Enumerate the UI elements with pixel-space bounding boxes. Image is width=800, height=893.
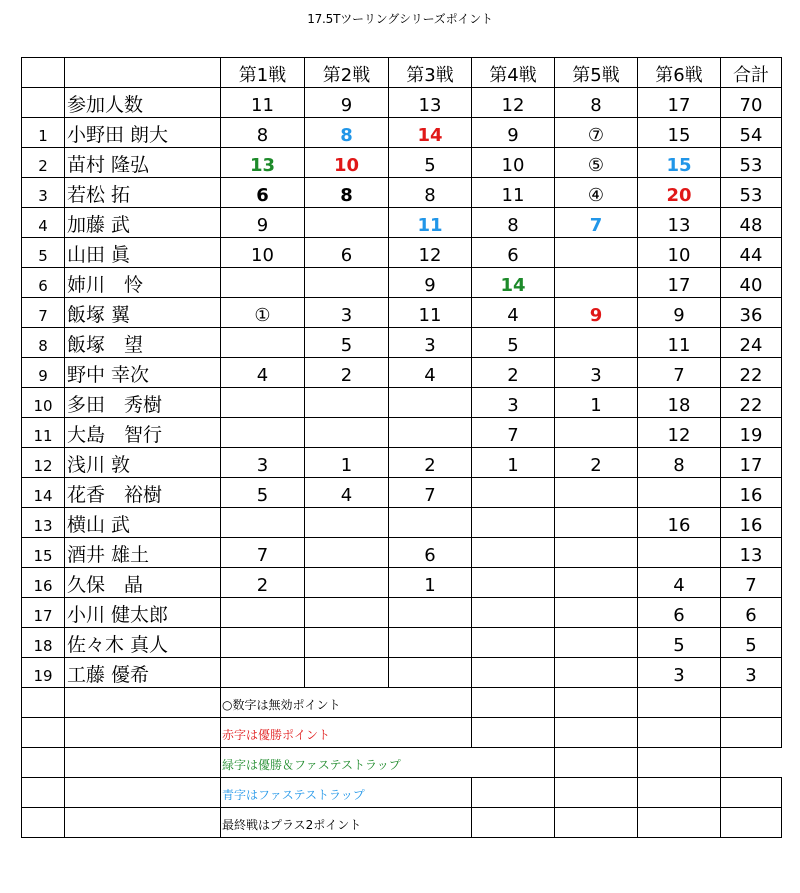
round-3-cell: 9 [389,268,472,298]
rank-cell: 13 [22,508,65,538]
round-1-cell [221,658,305,688]
round-2-cell [305,418,389,448]
table-row [22,628,782,658]
round-3-cell: 3 [389,328,472,358]
round-5-cell [555,418,638,448]
total-cell: 53 [721,178,782,208]
round-2-cell [305,568,389,598]
note-blank-cell [389,688,472,718]
round-5-cell: 9 [555,298,638,328]
round-1-cell: 9 [221,208,305,238]
total-cell: 13 [721,538,782,568]
name-cell: 加藤 武 [65,208,221,238]
round-1-cell: 13 [221,148,305,178]
name-cell: 佐々木 真人 [65,628,221,658]
rank-cell: 2 [22,148,65,178]
round-2-cell: 5 [305,328,389,358]
note-red-win: 赤字は優勝ポイント [221,718,389,748]
round-3-cell: 14 [389,118,472,148]
note-blank-cell [555,778,638,808]
note-blank-cell [721,808,782,838]
round-6-cell: 3 [638,658,721,688]
round-3-cell: 4 [389,358,472,388]
round-1-cell: 7 [221,538,305,568]
round-6-cell: 18 [638,388,721,418]
round-3-cell: 2 [389,448,472,478]
header-round-1: 第1戦 [221,58,305,88]
round-6-cell: 20 [638,178,721,208]
round-1-cell [221,328,305,358]
total-cell: 22 [721,358,782,388]
round-6-cell: 13 [638,208,721,238]
total-cell: 6 [721,598,782,628]
name-cell: 山田 眞 [65,238,221,268]
note-green-win-fastest: 緑字は優勝＆ファステストラップ [221,748,472,778]
round-2-cell [305,658,389,688]
round-3-cell [389,598,472,628]
note-blank-cell [65,808,221,838]
rank-cell: 12 [22,448,65,478]
note-blank-cell [22,748,65,778]
table-row [22,418,782,448]
note-row [22,808,782,838]
participants-round-1: 11 [221,88,305,118]
round-6-cell [638,538,721,568]
participants-label: 参加人数 [65,88,221,118]
round-4-cell: 7 [472,418,555,448]
participants-round-6: 17 [638,88,721,118]
rank-cell: 3 [22,178,65,208]
name-cell: 大島 智行 [65,418,221,448]
round-6-cell: 4 [638,568,721,598]
note-row [22,688,782,718]
round-3-cell: 5 [389,148,472,178]
round-2-cell: 8 [305,178,389,208]
table-row [22,238,782,268]
note-blank-cell [22,688,65,718]
note-blank-cell [555,718,638,748]
note-blank-cell [22,718,65,748]
round-1-cell: 5 [221,478,305,508]
round-2-cell: 1 [305,448,389,478]
round-2-cell [305,268,389,298]
round-2-cell: 10 [305,148,389,178]
note-blank-cell [389,778,472,808]
note-blank-cell [638,778,721,808]
participants-total: 70 [721,88,782,118]
total-cell: 17 [721,448,782,478]
participants-row [22,88,782,118]
rank-cell: 1 [22,118,65,148]
note-blank-cell [22,808,65,838]
round-1-cell: 8 [221,118,305,148]
note-blank-cell [65,748,221,778]
header-row [22,58,782,88]
rank-cell: 14 [22,478,65,508]
participants-round-4: 12 [472,88,555,118]
note-blank-cell [472,688,555,718]
round-5-cell [555,478,638,508]
round-6-cell: 17 [638,268,721,298]
round-2-cell: 8 [305,118,389,148]
round-4-cell [472,478,555,508]
total-cell: 22 [721,388,782,418]
round-1-cell: 10 [221,238,305,268]
name-cell: 苗村 隆弘 [65,148,221,178]
round-5-cell [555,538,638,568]
round-6-cell: 7 [638,358,721,388]
round-5-cell: 3 [555,358,638,388]
table-row [22,268,782,298]
round-6-cell: 15 [638,148,721,178]
round-3-cell [389,508,472,538]
note-blank-cell [638,748,721,778]
round-3-cell: 1 [389,568,472,598]
header-round-6: 第6戦 [638,58,721,88]
round-6-cell: 11 [638,328,721,358]
round-4-cell: 6 [472,238,555,268]
round-5-cell: 7 [555,208,638,238]
round-5-cell [555,328,638,358]
total-cell: 54 [721,118,782,148]
note-row [22,748,782,778]
round-5-cell [555,268,638,298]
note-blank-cell [721,778,782,808]
name-cell: 久保 晶 [65,568,221,598]
round-6-cell: 5 [638,628,721,658]
round-6-cell: 9 [638,298,721,328]
note-blank-cell [472,718,555,748]
round-5-cell: 1 [555,388,638,418]
note-final-bonus: 最終戦はプラス2ポイント [221,808,389,838]
note-blank-cell [638,718,721,748]
table-row [22,328,782,358]
name-cell: 工藤 優希 [65,658,221,688]
round-4-cell [472,628,555,658]
rank-cell: 10 [22,388,65,418]
round-4-cell: 11 [472,178,555,208]
total-cell: 53 [721,148,782,178]
round-6-cell: 6 [638,598,721,628]
table-row [22,658,782,688]
round-5-cell: ⑦ [555,118,638,148]
note-blank-cell [555,688,638,718]
round-2-cell: 4 [305,478,389,508]
name-cell: 飯塚 望 [65,328,221,358]
participants-round-5: 8 [555,88,638,118]
note-blank-cell [65,688,221,718]
round-4-cell: 5 [472,328,555,358]
header-round-2: 第2戦 [305,58,389,88]
round-3-cell: 7 [389,478,472,508]
total-cell: 40 [721,268,782,298]
total-cell: 19 [721,418,782,448]
rank-cell: 17 [22,598,65,628]
rank-cell: 5 [22,238,65,268]
round-4-cell [472,658,555,688]
round-1-cell: 2 [221,568,305,598]
round-1-cell [221,418,305,448]
rank-cell: 19 [22,658,65,688]
round-1-cell: ① [221,298,305,328]
table-row [22,178,782,208]
round-4-cell: 8 [472,208,555,238]
round-5-cell: ④ [555,178,638,208]
round-3-cell: 12 [389,238,472,268]
round-5-cell [555,508,638,538]
round-2-cell [305,628,389,658]
total-cell: 3 [721,658,782,688]
rank-cell: 7 [22,298,65,328]
round-3-cell: 11 [389,208,472,238]
name-cell: 酒井 雄土 [65,538,221,568]
rank-cell: 11 [22,418,65,448]
note-blank-cell [472,748,555,778]
table-row [22,598,782,628]
round-4-cell: 10 [472,148,555,178]
round-4-cell: 2 [472,358,555,388]
table-row [22,208,782,238]
round-3-cell [389,658,472,688]
header-round-4: 第4戦 [472,58,555,88]
round-1-cell [221,268,305,298]
participants-rank [22,88,65,118]
table-row [22,148,782,178]
header-name [65,58,221,88]
rank-cell: 6 [22,268,65,298]
rank-cell: 4 [22,208,65,238]
round-3-cell: 11 [389,298,472,328]
total-cell: 16 [721,478,782,508]
round-5-cell [555,238,638,268]
round-5-cell [555,598,638,628]
rank-cell: 18 [22,628,65,658]
table-row [22,448,782,478]
total-cell: 24 [721,328,782,358]
name-cell: 小川 健太郎 [65,598,221,628]
round-2-cell [305,208,389,238]
note-row [22,778,782,808]
round-3-cell: 6 [389,538,472,568]
participants-round-3: 13 [389,88,472,118]
total-cell: 5 [721,628,782,658]
round-4-cell: 1 [472,448,555,478]
round-5-cell: 2 [555,448,638,478]
round-4-cell [472,508,555,538]
round-5-cell [555,658,638,688]
round-2-cell [305,538,389,568]
header-round-3: 第3戦 [389,58,472,88]
table-row [22,358,782,388]
total-cell: 36 [721,298,782,328]
name-cell: 野中 幸次 [65,358,221,388]
round-5-cell: ⑤ [555,148,638,178]
name-cell: 花香 裕樹 [65,478,221,508]
round-4-cell: 3 [472,388,555,418]
note-blank-cell [22,778,65,808]
round-2-cell [305,388,389,418]
header-rank [22,58,65,88]
round-2-cell [305,508,389,538]
round-6-cell [638,478,721,508]
note-blank-cell [555,748,638,778]
name-cell: 多田 秀樹 [65,388,221,418]
round-6-cell: 10 [638,238,721,268]
round-4-cell: 14 [472,268,555,298]
name-cell: 姉川 怜 [65,268,221,298]
table-row [22,568,782,598]
round-6-cell: 12 [638,418,721,448]
note-blank-cell [638,688,721,718]
rank-cell: 16 [22,568,65,598]
round-2-cell [305,598,389,628]
round-4-cell [472,568,555,598]
table-row [22,538,782,568]
round-6-cell: 15 [638,118,721,148]
round-4-cell: 9 [472,118,555,148]
participants-round-2: 9 [305,88,389,118]
rank-cell: 8 [22,328,65,358]
total-cell: 7 [721,568,782,598]
round-2-cell: 2 [305,358,389,388]
table-row [22,118,782,148]
note-blank-cell [638,808,721,838]
round-1-cell: 6 [221,178,305,208]
note-blank-cell [389,808,472,838]
round-2-cell: 3 [305,298,389,328]
round-1-cell [221,628,305,658]
note-blank-cell [65,778,221,808]
table-row [22,298,782,328]
round-6-cell: 16 [638,508,721,538]
round-2-cell: 6 [305,238,389,268]
note-blank-cell [472,778,555,808]
total-cell: 44 [721,238,782,268]
round-5-cell [555,568,638,598]
header-round-5: 第5戦 [555,58,638,88]
table-row [22,388,782,418]
round-5-cell [555,628,638,658]
note-invalid-points: ○数字は無効ポイント [221,688,389,718]
note-row [22,718,782,748]
round-3-cell: 8 [389,178,472,208]
round-3-cell [389,418,472,448]
name-cell: 小野田 朗大 [65,118,221,148]
round-4-cell [472,538,555,568]
rank-cell: 15 [22,538,65,568]
round-6-cell: 8 [638,448,721,478]
name-cell: 若松 拓 [65,178,221,208]
round-1-cell [221,508,305,538]
note-blank-cell [389,718,472,748]
page-title: 17.5Tツーリングシリーズポイント [307,12,493,26]
note-blank-cell [65,718,221,748]
round-1-cell [221,598,305,628]
note-blank-cell [472,808,555,838]
table-row [22,478,782,508]
table-row [22,508,782,538]
round-1-cell: 3 [221,448,305,478]
name-cell: 浅川 敦 [65,448,221,478]
rank-cell: 9 [22,358,65,388]
points-table [21,57,782,838]
note-blank-cell [721,718,782,748]
note-blank-cell [555,808,638,838]
round-4-cell [472,598,555,628]
note-blank-cell [721,688,782,718]
round-1-cell: 4 [221,358,305,388]
name-cell: 飯塚 翼 [65,298,221,328]
note-blue-fastest: 青字はファステストラップ [221,778,389,808]
header-total: 合計 [721,58,782,88]
round-1-cell [221,388,305,418]
total-cell: 16 [721,508,782,538]
round-3-cell [389,388,472,418]
total-cell: 48 [721,208,782,238]
round-4-cell: 4 [472,298,555,328]
name-cell: 横山 武 [65,508,221,538]
round-3-cell [389,628,472,658]
